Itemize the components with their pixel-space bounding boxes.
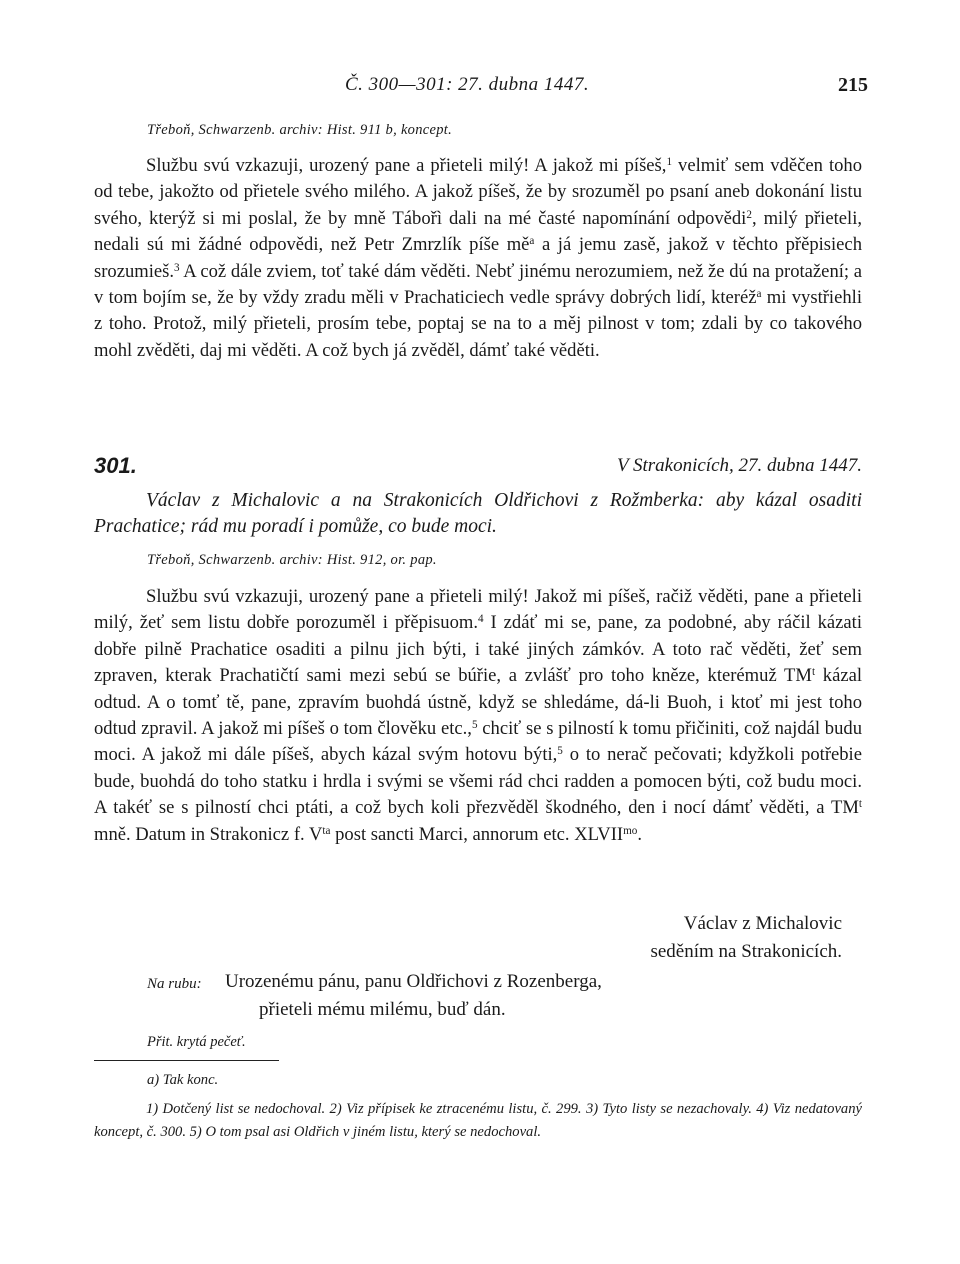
source-note-301: Třeboň, Schwarzenb. archiv: Hist. 912, or. pap. [147, 552, 437, 568]
signature [560, 910, 842, 966]
letter-body-300: Službu svú vzkazuji, urozený pane a přieteli milý! A jakož mi píšeš,$^1$ velmiť sem vděčen toho od tebe, jakožto od přietele svého milého. A jakož píšeš, že by srozuměl po psaní aneb dokonání listu svého, kterýž si mi poslal, že by mně Tábořì dali na mé časté napomínání odpovědi$^2$, milý přieteli, nedali sú mi žádné odpovědi, než Petr Zmrzlík píše $mě^a$ a já jemu zasě, jakož v těchto přěpisiech srozumieš.$^3$ A což dále zviem, toť také dám věděti. Nebť jinému nerozumiem, než že dú na protažení; a v tom bojím se, že by vždy zradu měli v Prachaticiech vedle správy dobrých lidí, kteréž$^a$ mi vystřiehli z toho. Protož, milý přieteli, prosím tebe, poptaj se na to a měj pilnost v tom; zdali by co takového mohl zvěděti, daj mi věděti. A což bych já zvěděl, dámť také věděti. [94, 155, 863, 361]
letter-body-301: Službu svú vzkazuji, urozený pane a přieteli milý! Jakož mi píšeš, račiž věděti, pane a přieteli milý, žeť sem listu dobře porozuměl i přěpisuom.$^4$ I zdáť mi se, pane, za podobné, aby ráčil kázati dobře pilně Prachatice osaditi a pilnu jich býti, i také jiných zámkóv. A toto rač věděti, žeť sem zpraven, kterak Prachatičtí sami mezi sebú se búřie, a zvlášť pro toho kněze, kterémuž $TM^t$ kázal odtud. A o tomť tě, pane, zpravím buohdá ústně, když se shledáme, dá-li Buoh, i ktoť mi jest toho odtud zpravil. A jakož mi píšeš o tom člověku etc.,$^5$ chciť se s pilností k tomu přičiniti, což najdál budu moci. A jakož mi dále píšeš, abych kázal svým hotovu býti,$^5$ o to nerač pečovati; kdyžkoli potřebie bude, buohdá do toho statku i hrdla i svými se všemi rád chci radden a pomocen býti, což budu moci. A takéť se s pilností chci ptáti, a což bych koli přezvěděl škodného, den i nocí dámť věděti, a $TM^t$ mně. Datum in Strakonicz f. $V^{ta}$ post sancti Marci, annorum etc. $XLVII^{mo}$. [94, 586, 862, 845]
footnote-ref: 5 [471, 718, 478, 731]
footnote-ref: 3 [174, 261, 180, 274]
seal-note: Přit. krytá pečeť. [147, 1034, 246, 1050]
footnote-ref: 4 [478, 613, 484, 626]
abbrev-superscript: ta [322, 824, 331, 837]
footnote-a: a) Tak konc. [147, 1072, 219, 1088]
abbrev-superscript: t [811, 666, 816, 679]
address [225, 968, 602, 1024]
address-label: Na rubu: [147, 976, 202, 992]
footnote-ref: a [529, 235, 535, 248]
running-title: Č. 300—301: 27. dubna 1447. [345, 74, 590, 95]
footnotes-numbered: 1) Dotčený list se nedochoval. 2) Viz přípisek ke ztracenému listu, č. 299. 3) Tyto listy se nezachovaly. 4) Viz nedatovaný koncept, č. 300. 5) O tom psal asi Oldřich v jiném listu, který se nedochoval. [94, 1101, 862, 1140]
page-number: 215 [838, 74, 868, 96]
signature-line: Václav z Michalovic [683, 913, 842, 934]
signature-line: seděním na Strakonicích. [650, 941, 842, 962]
abbrev-superscript: t [858, 798, 862, 811]
regest: Václav z Michalovic a na Strakonicích Oldřichovi z Rožmberka: aby kázal osaditi Prachatice; rád mu poradí i pomůže, co bude moci. [94, 490, 862, 538]
address-line: Urozenému pánu, panu Oldřichovi z Rozenberga, [225, 971, 602, 992]
document-place-date: V Strakonicích, 27. dubna 1447. [616, 455, 862, 476]
footnote-divider [94, 1060, 279, 1061]
footnote-ref: 1 [666, 155, 673, 168]
document-number: 301. [94, 453, 137, 478]
footnote-ref: 5 [557, 745, 563, 758]
footnote-ref: a [756, 287, 762, 300]
abbrev-superscript: mo [623, 824, 638, 837]
footnote-ref: 2 [746, 208, 752, 221]
source-note-300: Třeboň, Schwarzenb. archiv: Hist. 911 b, koncept. [147, 122, 453, 138]
address-line: přieteli mému milému, buď dán. [259, 999, 506, 1020]
